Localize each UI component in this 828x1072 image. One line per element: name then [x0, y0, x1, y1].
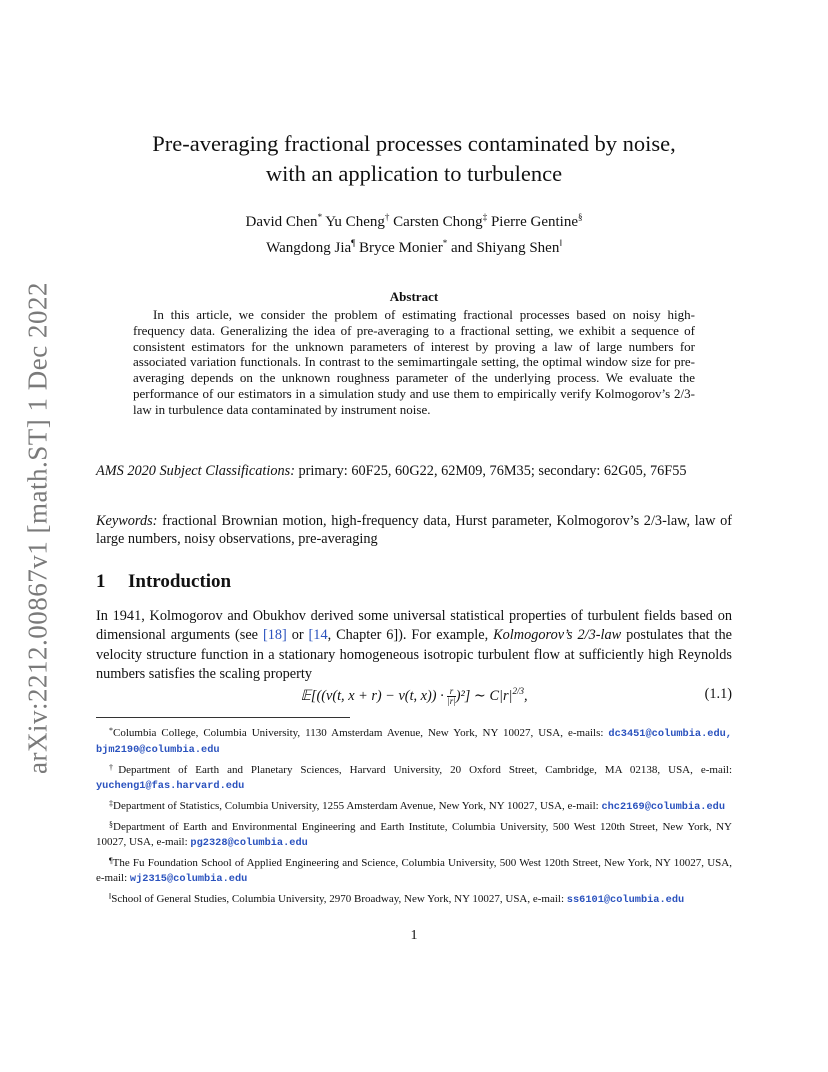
author-name: Yu Cheng [325, 214, 385, 230]
abstract-heading: Abstract [389, 289, 439, 304]
intro-text: postulates that the velocity structure function in a stationary homogeneous isotropic turbulent flow at sufficiently high Reynolds numbers satisfies the scaling property [96, 627, 733, 682]
footnote [96, 853, 732, 887]
author-name: Carsten Chong [393, 214, 483, 230]
author-mark: ‖ [559, 238, 562, 248]
author-mark: ‡ [482, 212, 488, 222]
footnote-email[interactable]: chc2169@columbia.edu [601, 801, 726, 813]
author-line-1 [100, 207, 728, 233]
section-number: 1 [96, 571, 106, 592]
footnote-text: Department of Statistics, Columbia University, 1255 Amsterdam Avenue, New York, NY 10027, USA, e-mail: [113, 800, 602, 812]
author-mark: § [578, 212, 583, 222]
author-name: Pierre Gentine [490, 214, 578, 230]
author-name: David Chen [245, 214, 318, 230]
author-mark: † [384, 212, 390, 222]
intro-text: In 1941, Kolmogorov and Obukhov derived some universal statistical properties of turbulent fields based on dimensional arguments (see [96, 608, 732, 644]
footnote-email[interactable]: ss6101@columbia.edu [566, 894, 685, 906]
keywords-label: Keywords: [96, 513, 158, 529]
fraction-numerator: r [447, 687, 455, 697]
footnote-text: Columbia College, Columbia University, 1130 Amsterdam Avenue, New York, NY 10027, USA, e-mails: [113, 727, 609, 739]
equation-right: )²] ∼ C|r| [455, 687, 513, 704]
intro-text: or [286, 627, 309, 644]
footnote-email[interactable]: yucheng1@fas.harvard.edu [96, 780, 245, 792]
author-name: Wangdong Jia [266, 240, 352, 256]
footnote [96, 817, 732, 851]
footnote-mark: * [109, 726, 113, 735]
equation-body [96, 686, 732, 706]
ams-label: AMS 2020 Subject Classifications: [96, 463, 295, 479]
footnote [96, 796, 732, 815]
title-line-1: Pre-averaging fractional processes contaminated by noise, [152, 131, 676, 156]
author-name: Shiyang Shen [476, 240, 560, 256]
footnote [96, 723, 732, 758]
intro-paragraph [96, 607, 732, 684]
footnote-rule [96, 717, 350, 718]
arxiv-identifier: arXiv:2212.00867v1 [math.ST] 1 Dec 2022 [22, 282, 53, 774]
footnote-text: The Fu Foundation School of Applied Engineering and Science, Columbia University, 500 West 120th Street, New York, NY 10027, USA, e-mail: [96, 857, 732, 884]
equation-fraction [447, 687, 455, 706]
footnote-mark: § [109, 820, 113, 829]
section-title: Introduction [128, 571, 232, 592]
keywords [96, 512, 732, 548]
equation-tail: , [523, 687, 528, 704]
footnote [96, 889, 732, 908]
fraction-denominator: |r| [447, 695, 456, 706]
keywords-text: fractional Brownian motion, high-frequency data, Hurst parameter, Kolmogorov’s 2/3-law, law of large numbers, noisy observations, pre-averaging [96, 513, 732, 547]
arxiv-sidebar [13, 278, 63, 778]
equation-number: (1.1) [704, 686, 732, 702]
author-mark: * [317, 212, 323, 222]
author-mark: * [442, 238, 448, 248]
intro-emphasis: Kolmogorov’s 2/3-law [493, 627, 622, 644]
footnote [96, 760, 732, 794]
equation-exponent: 2/3 [512, 686, 524, 696]
ams-classification [96, 462, 732, 480]
footnote-mark: † [109, 763, 119, 772]
equation-1-1 [96, 686, 732, 708]
citation-link[interactable]: [14 [308, 627, 328, 644]
ams-text: primary: 60F25, 60G22, 62M09, 76M35; secondary: 62G05, 76F55 [294, 463, 687, 479]
footnote-text: Department of Earth and Environmental Engineering and Earth Institute, Columbia University, 500 West 120th Street, New York, NY 10027, USA, e-mail: [96, 821, 732, 848]
footnote-email[interactable]: dc3451@columbia.edu, bjm2190@columbia.edu [96, 728, 732, 756]
footnote-text: School of General Studies, Columbia University, 2970 Broadway, New York, NY 10027, USA, e-mail: [111, 893, 567, 905]
footnote-text: Department of Earth and Planetary Sciences, Harvard University, 20 Oxford Street, Cambridge, MA 02138, USA, e-mail: [118, 764, 733, 776]
footnote-email[interactable]: wj2315@columbia.edu [129, 873, 248, 885]
paper-title [100, 129, 728, 189]
section-heading [96, 571, 231, 593]
author-name: Bryce Monier [359, 240, 443, 256]
intro-text: , Chapter 6]). For example, [327, 627, 494, 644]
author-mark: ¶ [351, 238, 356, 248]
author-list [100, 207, 728, 259]
footnotes [96, 723, 732, 910]
citation-link[interactable]: [18] [262, 627, 287, 644]
abstract-text: In this article, we consider the problem of estimating fractional processes based on noisy high-frequency data. Generalizing the idea of pre-averaging to a fractional setting, we exhibit a sequence of consistent estimators for the unknown parameters of interest by proving a law of large numbers for associated variation functionals. In contrast to the semimartingale setting, the optimal window size for pre-averaging depends on the unknown roughness parameter of the underlying process. We evaluate the performance of our estimators in a simulation study and use them to empirically verify Kolmogorov’s 2/3-law in turbulence data contaminated by instrument noise. [133, 307, 695, 417]
author-separator: and [447, 240, 477, 256]
author-line-2 [100, 233, 728, 259]
page-number: 1 [410, 928, 418, 943]
footnote-mark: ‖ [109, 892, 112, 901]
equation-left: 𝔼[((v(t, x + r) − v(t, x)) · [300, 687, 448, 704]
footnote-email[interactable]: pg2328@columbia.edu [190, 837, 308, 849]
footnote-mark: ‡ [109, 799, 113, 808]
title-line-2: with an application to turbulence [265, 161, 563, 186]
footnote-mark: ¶ [109, 856, 113, 865]
